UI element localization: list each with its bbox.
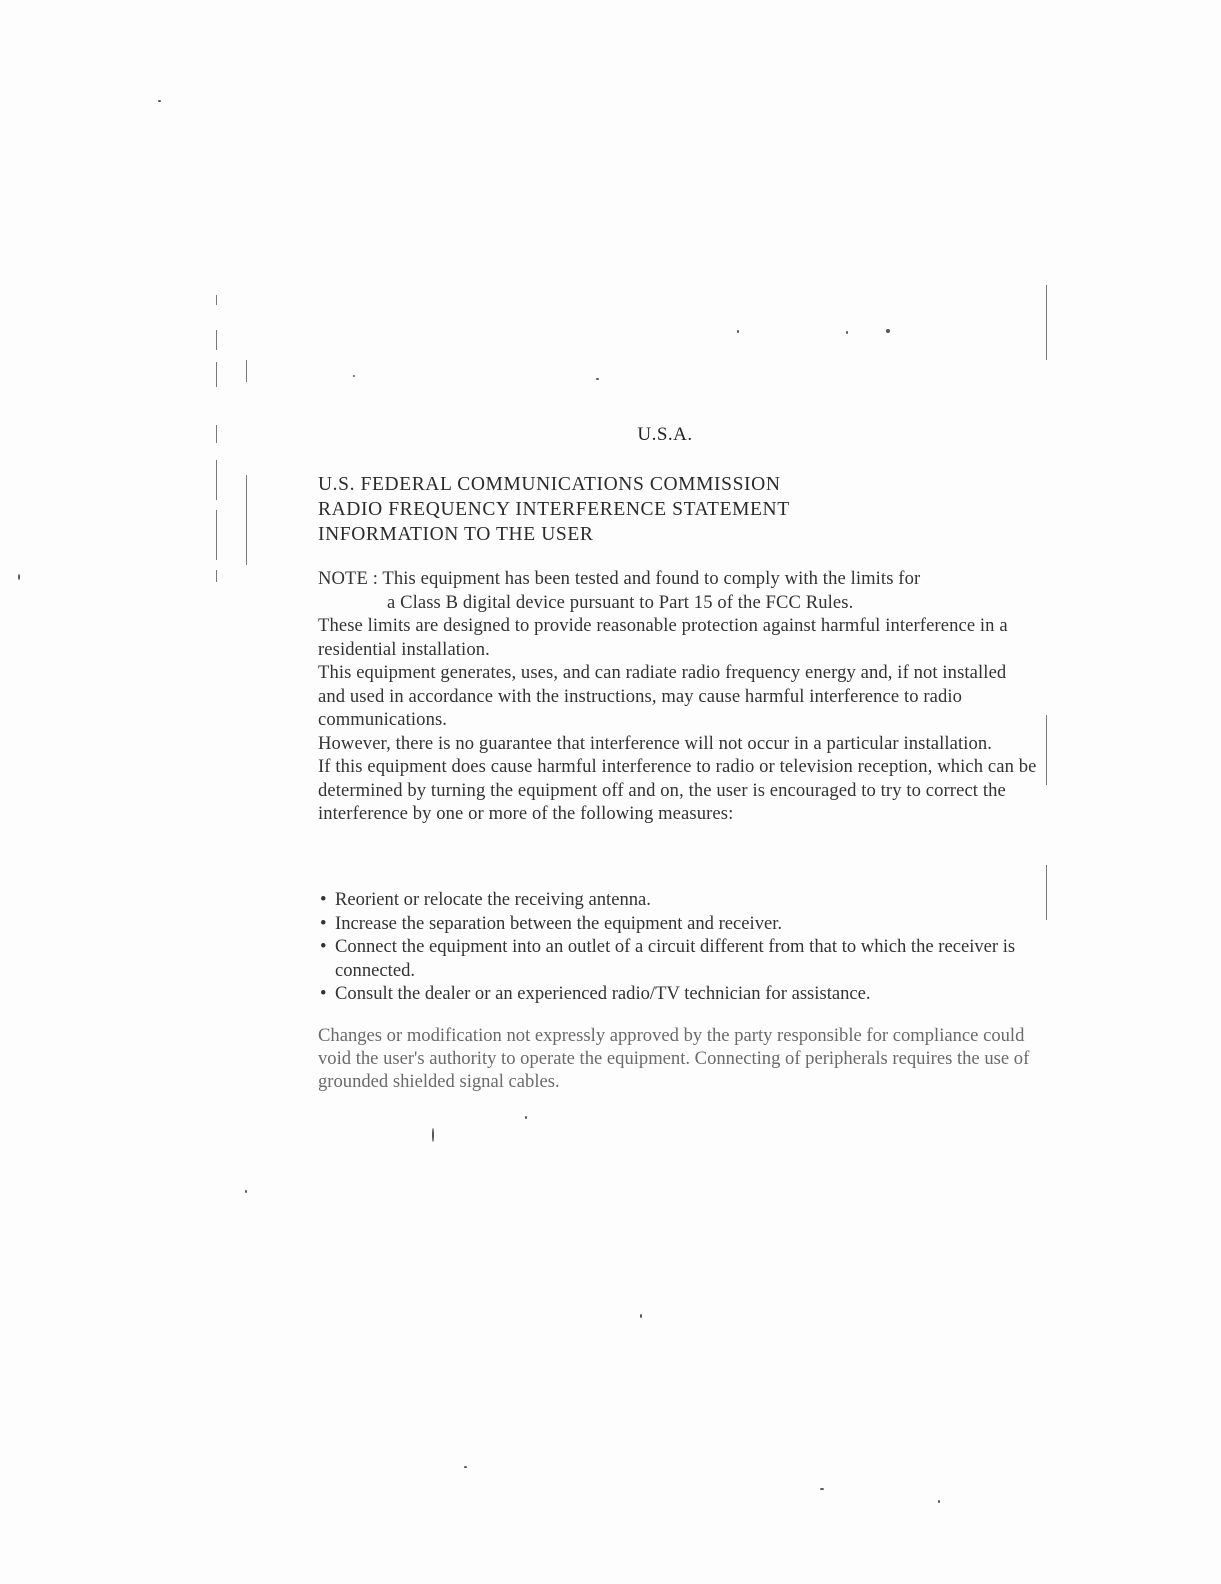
- note-line-continued: a Class B digital device pursuant to Part 15 of the FCC Rules.: [387, 591, 854, 613]
- note-line: NOTE : This equipment has been tested and found to comply with the limits for: [318, 568, 921, 589]
- paragraph: These limits are designed to provide reasonable protection against harmful interference in a residential installation.: [318, 615, 1008, 660]
- closing-paragraph: Changes or modification not expressly approved by the party responsible for compliance could void the user's authority to operate the equipment. Connecting of peripherals requires the use of grounded shielded signal cables.: [318, 1025, 1030, 1092]
- measures-list: [318, 888, 1038, 1006]
- statement-body: [318, 567, 1038, 826]
- list-item: [318, 982, 1038, 1006]
- bullet-icon: •: [320, 936, 327, 957]
- title-line: INFORMATION TO THE USER: [318, 524, 594, 545]
- list-item-text: Connect the equipment into an outlet of a circuit different from that to which the receiver is connected.: [335, 936, 1016, 981]
- bullet-icon: •: [320, 983, 327, 1004]
- list-item: [318, 888, 1038, 912]
- statement-title: [318, 472, 790, 547]
- paragraph: This equipment generates, uses, and can radiate radio frequency energy and, if not installed and used in accordance with the instructions, may cause harmful interference to radio communications.: [318, 662, 1007, 730]
- bullet-icon: •: [320, 889, 327, 910]
- list-item: [318, 912, 1038, 936]
- paragraph: However, there is no guarantee that interference will not occur in a particular installation.: [318, 732, 993, 754]
- title-line: U.S. FEDERAL COMMUNICATIONS COMMISSION: [318, 474, 781, 495]
- list-item: [318, 935, 1038, 982]
- title-line: RADIO FREQUENCY INTERFERENCE STATEMENT: [318, 499, 790, 520]
- country-heading: U.S.A.: [637, 424, 693, 445]
- list-item-text: Increase the separation between the equipment and receiver.: [335, 912, 783, 934]
- list-item-text: Consult the dealer or an experienced radio/TV technician for assistance.: [335, 983, 871, 1004]
- paragraph: If this equipment does cause harmful interference to radio or television reception, which can be determined by turning the equipment off and on, the user is encouraged to try to correct the interference by one or more of the following measures:: [318, 756, 1037, 824]
- bullet-icon: •: [320, 912, 327, 934]
- list-item-text: Reorient or relocate the receiving antenna.: [335, 889, 651, 910]
